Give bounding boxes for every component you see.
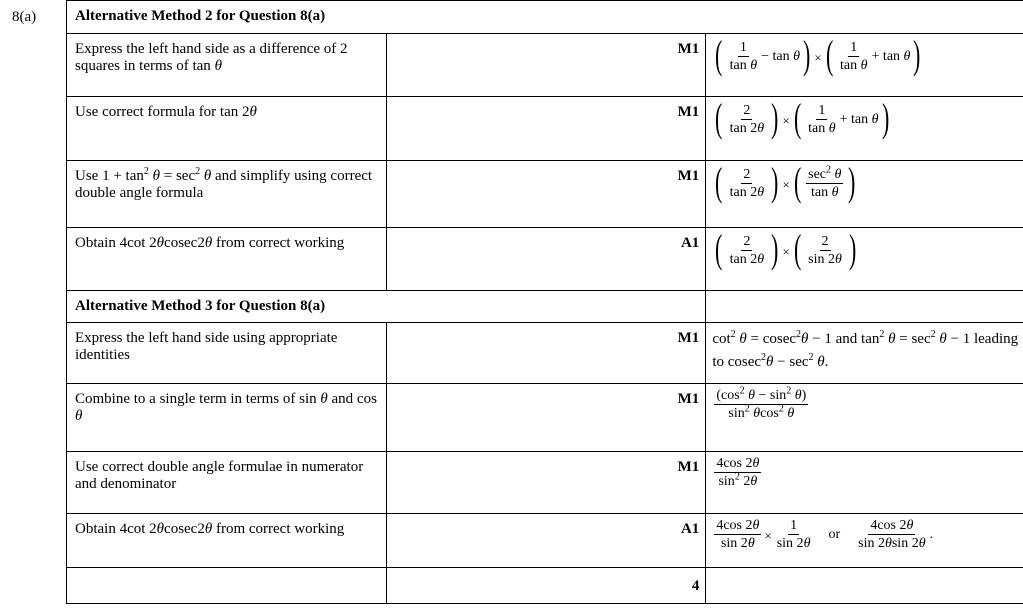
method-description: Express the left hand side using appropriate identities — [67, 323, 387, 384]
working-expression: $\frac{(\cos^2 \theta - \sin^2 \theta)}{\sin^2 \theta\cos^2 \theta}$ — [706, 384, 1023, 452]
mark-code: M1 — [386, 34, 706, 97]
working-expression: ( $\frac{2}{\tan 2\theta}$ ) × ( $\frac{1}{\text{tan θ}}$ + tan θ ) — [706, 97, 1023, 161]
mark-code: A1 — [386, 228, 706, 291]
method-description: Express the left hand side as a difference of 2 squares in terms of tan θ — [67, 34, 387, 97]
method-description: Obtain 4cot 2θcosec2θ from correct working — [67, 514, 387, 568]
mark-code: M1 — [386, 161, 706, 228]
mark-scheme-table — [66, 0, 1023, 604]
table-row — [67, 228, 1023, 291]
mark-code: M1 — [386, 384, 706, 452]
method-description: Use correct formula for tan 2θ — [67, 97, 387, 161]
method-description: Use $1 + \tan^2 \theta = \sec^2 \theta$ and simplify using correct double angle formula — [67, 161, 387, 228]
alt-method-2-header: Alternative Method 2 for Question 8(a) — [67, 1, 1023, 34]
table-row — [67, 452, 1023, 514]
table-row — [67, 323, 1023, 384]
method-description: Use correct double angle formulae in numerator and denominator — [67, 452, 387, 514]
working-expression: $\frac{4\cos 2\theta}{\sin^2 2\theta}$ — [706, 452, 1023, 514]
working-expression: $\cot^2 \theta = cosec^2\theta - 1$ and $\tan^2 \theta = \sec^2 \theta - 1$ leading to $cosec^2\theta - \sec^2 \theta$. — [706, 323, 1023, 384]
table-row — [67, 161, 1023, 228]
table-row — [67, 97, 1023, 161]
table-row — [67, 34, 1023, 97]
alt-method-3-header: Alternative Method 3 for Question 8(a) — [67, 291, 706, 323]
table-row — [67, 514, 1023, 568]
mark-code: M1 — [386, 452, 706, 514]
working-expression: ( $\frac{2}{\tan 2\theta}$ ) × ( $\frac{\sec^2 \theta}{\text{tan θ}}$ ) — [706, 161, 1023, 228]
working-expression: $\frac{4\cos 2\theta}{\sin 2\theta}$ × $\frac{1}{\sin 2\theta}$ or $\frac{4\cos 2\theta}{\sin 2\theta\sin 2\theta}$ . — [706, 514, 1023, 568]
mark-code: M1 — [386, 323, 706, 384]
method-description: Combine to a single term in terms of sin θ and cos θ — [67, 384, 387, 452]
working-expression: ( $\frac{2}{\tan 2\theta}$ ) × ( $\frac{2}{\sin 2\theta}$ ) — [706, 228, 1023, 291]
question-number: 8(a) — [12, 9, 37, 25]
total-marks: 4 — [386, 568, 706, 604]
method-description: Obtain 4cot 2θcosec2θ from correct working — [67, 228, 387, 291]
mark-code: A1 — [386, 514, 706, 568]
working-expression: ( $\frac{1}{\text{tan θ}}$ − tan θ ) × ( $\frac{1}{\text{tan θ}}$ + tan θ ) — [706, 34, 1023, 97]
mark-code: M1 — [386, 97, 706, 161]
table-row — [67, 384, 1023, 452]
